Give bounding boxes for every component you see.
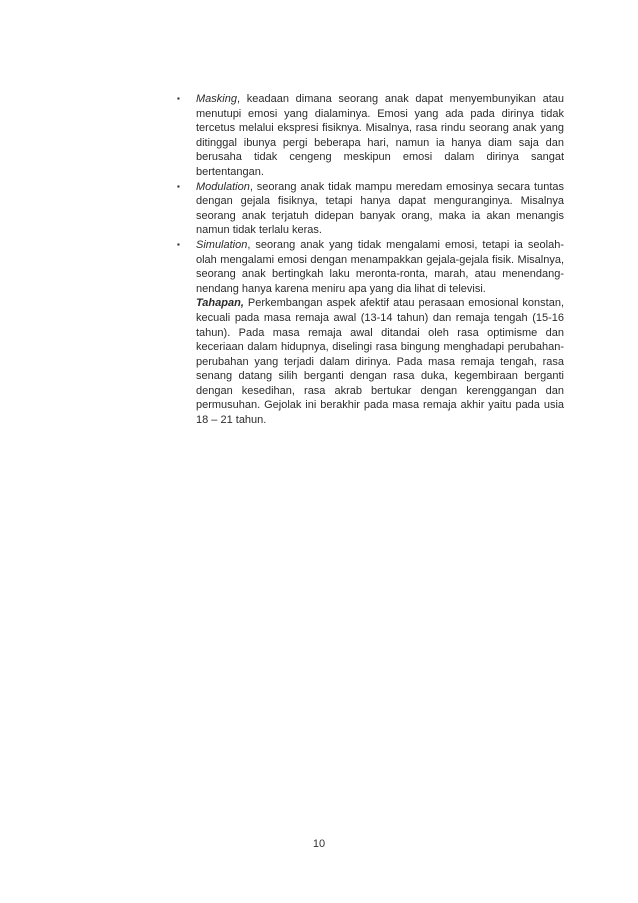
term-simulation: Simulation [196, 238, 248, 251]
list-item-simulation [174, 238, 564, 296]
definition-modulation: , seorang anak tidak mampu meredam emosinya secara tuntas dengan gejala fisiknya, tetapi hanya dapat menguranginya. Misalnya seorang anak terjatuh didepan banyak orang, maka ia akan menangis namun tidak terlalu keras. [196, 180, 564, 237]
term-modulation: Modulation [196, 180, 250, 193]
list-item-modulation [174, 180, 564, 238]
page-number: 10 [312, 838, 326, 850]
page-body [174, 92, 564, 428]
paragraph-tahapan [174, 296, 564, 427]
list-item-masking [174, 92, 564, 180]
definition-simulation: , seorang anak yang tidak mengalami emosi, tetapi ia seolah-olah mengalami emosi dengan menampakkan gejala-gejala fisik. Misalnya, seorang anak bertingkah laku meronta-ronta, marah, atau menendang-nendang hanya karena meniru apa yang dia lihat di televisi. [196, 238, 564, 295]
definition-masking: , keadaan dimana seorang anak dapat menyembunyikan atau menutupi emosi yang dialaminya. Emosi yang ada pada dirinya tidak tercetus melalui ekspresi fisiknya. Misalnya, rasa rindu seorang anak yang ditinggal ibunya pergi beberapa hari, namun ia hanya diam saja dan berusaha tidak cengeng meskipun emosi dalam dirinya sangat bertentangan. [196, 93, 564, 178]
paragraph-tahapan-text: Perkembangan aspek afektif atau perasaan emosional konstan, kecuali pada masa remaja awal (13-14 tahun) dan remaja tengah (15-16 tahun). Pada masa remaja awal ditandai oleh rasa optimisme dan keceriaan dalam hidupnya, diselingi rasa bingung menghadapi perubahan-perubahan yang terjadi dalam dirinya. Pada masa remaja tengah, rasa senang datang silih berganti dengan rasa duka, kegembiraan berganti dengan kesedihan, rasa akrab bertukar dengan kerenggangan dan permusuhan. Gejolak ini berakhir pada masa remaja akhir yaitu pada usia 18 – 21 tahun. [196, 297, 564, 427]
square-bullet-icon: ▪ [177, 181, 180, 191]
square-bullet-icon: ▪ [177, 94, 180, 103]
square-bullet-icon: ▪ [177, 239, 180, 249]
term-masking: Masking [196, 93, 237, 105]
term-tahapan: Tahapan, [196, 297, 244, 310]
